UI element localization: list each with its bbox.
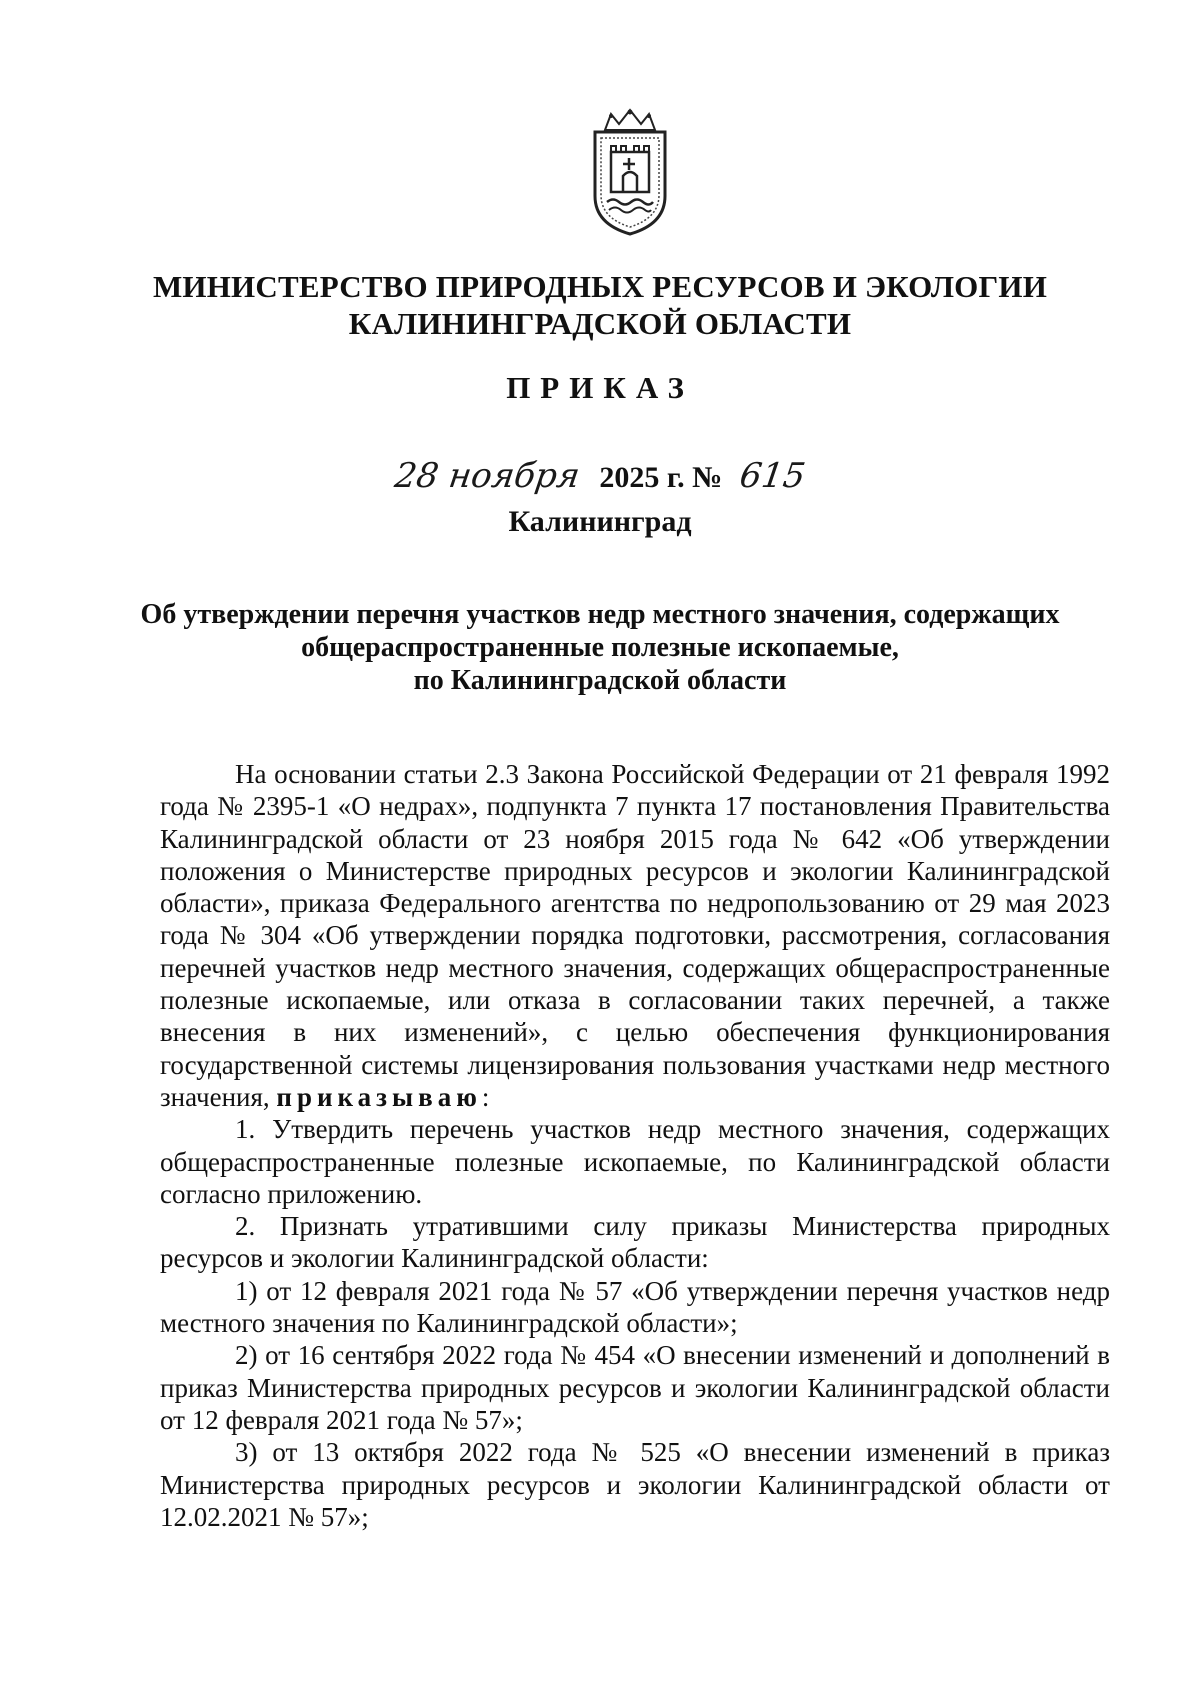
order-keyword: приказываю [276, 1081, 482, 1112]
preamble-text: На основании статьи 2.3 Закона Российской Федерации от 21 февраля 1992 года № 2395-1 «О недрах», подпункта 7 пункта 17 постановления Правительства Калининградской области от 23 ноября 2015 года № 642 «Об утверждении положения о Министерстве природных ресурсов и экологии Калининградской области», приказа Федерального агентства по недропользованию от 29 мая 2023 года № 304 «Об утверждении порядка подготовки, рассмотрения, согласования перечней участков недр местного значения, содержащих общераспространенные полезные ископаемые, или отказа в согласовании таких перечней, а также внесения в них изменений», с целью обеспечения функционирования государственной системы лицензирования пользования участками недр местного значения, [160, 759, 1110, 1112]
order-colon: : [481, 1081, 490, 1112]
handwritten-number: 615 [736, 456, 808, 496]
item-2-1: 1) от 12 февраля 2021 года № 57 «Об утверждении перечня участков недр местного значения по Калининградской области»; [160, 1275, 1110, 1339]
ministry-name-line1: МИНИСТЕРСТВО ПРИРОДНЫХ РЕСУРСОВ И ЭКОЛОГИИ [152, 269, 1048, 304]
date-number-line [0, 456, 1200, 496]
item-2: 2. Признать утратившими силу приказы Министерства природных ресурсов и экологии Калининградской области: [160, 1211, 1110, 1274]
coat-of-arms-emblem [585, 108, 675, 238]
title-line2: общераспространенные полезные ископаемые, [301, 632, 899, 663]
year-number-label: 2025 г. № [599, 461, 723, 494]
handwritten-date: 28 ноября [392, 456, 583, 496]
ministry-name [0, 268, 1200, 342]
ministry-name-line2: КАЛИНИНГРАДСКОЙ ОБЛАСТИ [348, 306, 852, 341]
item-2-2: 2) от 16 сентября 2022 года № 454 «О внесении изменений и дополнений в приказ Министерства природных ресурсов и экологии Калининградской области от 12 февраля 2021 года № 57»; [160, 1340, 1110, 1435]
title-line3: по Калининградской области [413, 665, 787, 696]
preamble-paragraph [160, 758, 1110, 1113]
order-body [160, 758, 1110, 1533]
item-1: 1. Утвердить перечень участков недр местного значения, содержащих общераспространенные полезные ископаемые, по Калининградской области согласно приложению. [160, 1114, 1110, 1209]
order-title [100, 598, 1100, 697]
title-line1: Об утверждении перечня участков недр местного значения, содержащих [140, 599, 1060, 630]
city-name: Калининград [508, 505, 692, 538]
item-2-3: 3) от 13 октября 2022 года № 525 «О внесении изменений в приказ Министерства природных ресурсов и экологии Калининградской области от 12.02.2021 № 57»; [160, 1437, 1110, 1532]
document-type: ПРИКАЗ [506, 370, 694, 405]
